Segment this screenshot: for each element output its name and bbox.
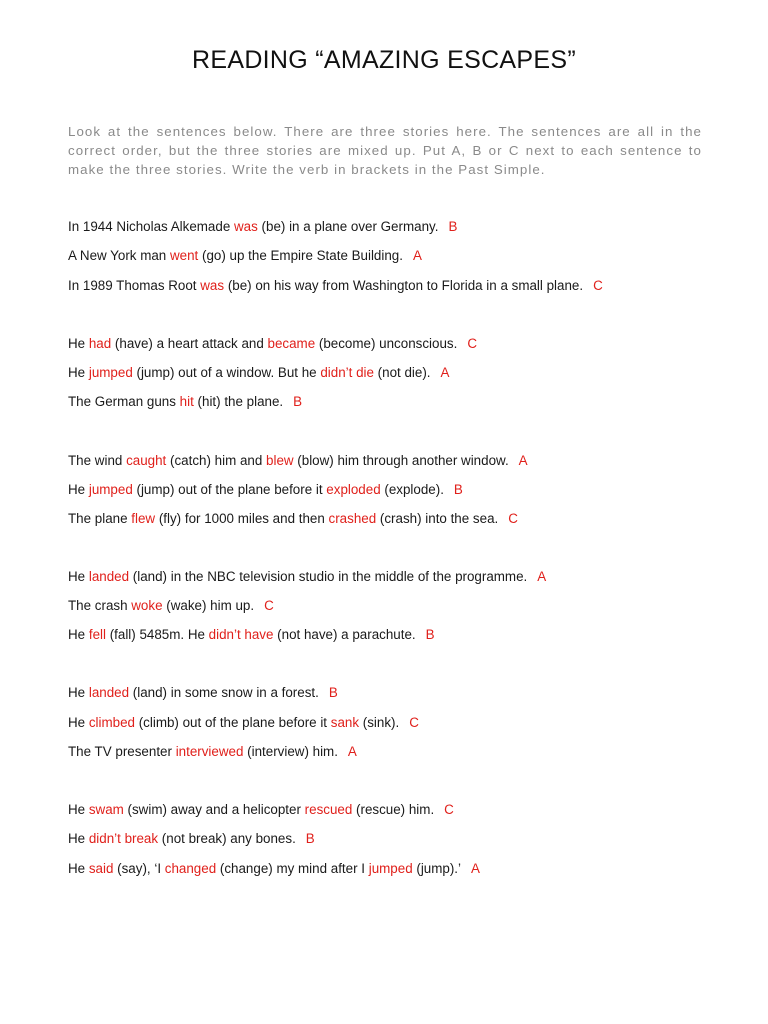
sentence-text: (not have) a parachute. [273, 627, 416, 642]
past-simple-verb: landed [88, 569, 130, 584]
sentence-line [68, 597, 274, 615]
sentence-text: (change) my mind after I [216, 861, 369, 876]
sentence-text: The German guns [68, 394, 180, 409]
sentence-line [68, 568, 546, 586]
sentence-line [68, 510, 518, 528]
sentence-text: (climb) out of the plane before it [135, 715, 331, 730]
past-simple-verb: was [200, 278, 225, 293]
past-simple-verb: flew [131, 511, 156, 526]
story-answer-letter: A [347, 744, 357, 759]
past-simple-verb: climbed [88, 715, 135, 730]
story-answer-letter: B [453, 482, 463, 497]
story-answer-letter: B [328, 685, 338, 700]
sentence-text: (land) in some snow in a forest. [129, 685, 319, 700]
past-simple-verb: exploded [326, 482, 381, 497]
sentence-text: (jump) out of the plane before it [132, 482, 327, 497]
sentence-text: (not die). [373, 365, 431, 380]
sentence-line [68, 452, 528, 470]
sentence-text: A New York man [68, 248, 170, 263]
sentence-text: He [68, 685, 89, 700]
sentence-line [68, 247, 422, 265]
sentence-text: He [68, 715, 89, 730]
story-answer-letter: B [305, 831, 315, 846]
sentence-line [68, 277, 603, 295]
story-answer-letter: C [409, 715, 419, 730]
sentence-text: (crash) into the sea. [376, 511, 499, 526]
sentence-text: He [68, 861, 89, 876]
past-simple-verb: woke [131, 598, 163, 613]
sentence-line [68, 218, 457, 236]
sentence-text: (become) unconscious. [315, 336, 458, 351]
sentence-line [68, 830, 315, 848]
past-simple-verb: didn’t break [88, 831, 159, 846]
sentence-text: The crash [68, 598, 132, 613]
story-answer-letter: A [537, 569, 547, 584]
instructions-paragraph: Look at the sentences below. There are three stories here. The sentences are all in the correct order, but the three stories are mixed up. Put A, B or C next to each sentence to make the three stories. Write the verb in brackets in the Past Simple. [68, 124, 702, 177]
past-simple-verb: landed [88, 685, 130, 700]
story-answer-letter: B [425, 627, 435, 642]
sentence-text: In 1989 Thomas Root [68, 278, 201, 293]
past-simple-verb: jumped [368, 861, 413, 876]
story-answer-letter: C [444, 802, 454, 817]
sentence-text: (interview) him. [243, 744, 338, 759]
story-answer-letter: B [293, 394, 303, 409]
sentence-text: (fly) for 1000 miles and then [155, 511, 329, 526]
past-simple-verb: sank [330, 715, 360, 730]
story-answer-letter: A [471, 861, 480, 876]
sentence-text: In 1944 Nicholas Alkemade [68, 219, 234, 234]
sentence-line [68, 684, 338, 702]
sentence-text: (not break) any bones. [158, 831, 296, 846]
past-simple-verb: had [88, 336, 112, 351]
story-answer-letter: A [412, 248, 422, 263]
sentence-text: (swim) away and a helicopter [123, 802, 305, 817]
page-title: READING “AMAZING ESCAPES” [192, 46, 576, 74]
past-simple-verb: crashed [328, 511, 377, 526]
sentence-text: (wake) him up. [162, 598, 255, 613]
story-answer-letter: C [467, 336, 477, 351]
past-simple-verb: caught [126, 453, 167, 468]
past-simple-verb: went [169, 248, 199, 263]
sentence-text: (be) in a plane over Germany. [257, 219, 439, 234]
sentence-text: He [68, 336, 89, 351]
sentence-text: The plane [68, 511, 132, 526]
sentence-line [68, 481, 463, 499]
sentence-line [68, 743, 357, 761]
past-simple-verb: jumped [88, 482, 133, 497]
past-simple-verb: blew [266, 453, 294, 468]
past-simple-verb: became [267, 336, 316, 351]
past-simple-verb: jumped [88, 365, 133, 380]
sentence-text: (blow) him through another window. [293, 453, 509, 468]
sentence-line [68, 714, 419, 732]
past-simple-verb: didn’t die [320, 365, 374, 380]
sentence-text: (jump) out of a window. But he [132, 365, 321, 380]
sentence-text: He [68, 482, 89, 497]
story-answer-letter: A [440, 365, 450, 380]
sentence-text: The TV presenter [68, 744, 176, 759]
sentence-line [68, 335, 477, 353]
sentence-text: He [68, 365, 89, 380]
sentence-text: (be) on his way from Washington to Florida in a small plane. [224, 278, 584, 293]
sentence-text: He [68, 831, 89, 846]
story-answer-letter: C [264, 598, 274, 613]
sentence-text: (fall) 5485m. He [105, 627, 209, 642]
sentence-text: (go) up the Empire State Building. [198, 248, 403, 263]
sentence-text: (rescue) him. [352, 802, 435, 817]
past-simple-verb: was [234, 219, 258, 234]
past-simple-verb: hit [179, 394, 194, 409]
sentence-text: (catch) him and [166, 453, 267, 468]
sentence-text: He [68, 627, 89, 642]
sentence-text: (have) a heart attack and [111, 336, 268, 351]
sentence-text: (explode). [380, 482, 444, 497]
sentence-text: (jump).’ [412, 861, 461, 876]
past-simple-verb: swam [88, 802, 124, 817]
sentence-text: (hit) the plane. [193, 394, 284, 409]
sentence-text: He [68, 802, 89, 817]
sentence-text: The wind [68, 453, 127, 468]
past-simple-verb: changed [164, 861, 217, 876]
past-simple-verb: didn’t have [208, 627, 274, 642]
sentence-line [68, 860, 480, 878]
past-simple-verb: fell [88, 627, 106, 642]
sentence-text: (land) in the NBC television studio in the middle of the programme. [129, 569, 528, 584]
sentence-line [68, 626, 435, 644]
sentence-line [68, 393, 302, 411]
past-simple-verb: interviewed [175, 744, 244, 759]
sentence-line [68, 364, 449, 382]
sentence-line [68, 801, 454, 819]
past-simple-verb: rescued [304, 802, 353, 817]
sentence-text: (sink). [359, 715, 400, 730]
past-simple-verb: said [88, 861, 114, 876]
sentence-text: (say), ‘I [113, 861, 165, 876]
sentence-text: He [68, 569, 89, 584]
story-answer-letter: A [518, 453, 528, 468]
story-answer-letter: C [508, 511, 518, 526]
story-answer-letter: B [448, 219, 458, 234]
story-answer-letter: C [593, 278, 603, 293]
